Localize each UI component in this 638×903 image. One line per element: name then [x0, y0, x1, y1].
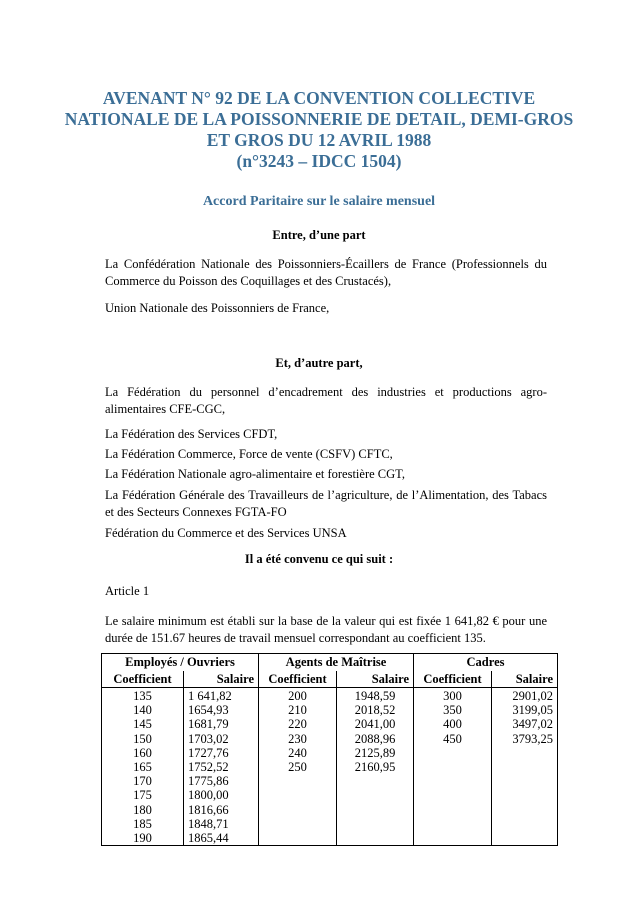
col-coefficient: Coefficient	[414, 671, 492, 688]
maitrise-coef-cell	[259, 688, 337, 846]
table-value: 1848,71	[188, 816, 229, 831]
salary-table	[101, 653, 558, 846]
table-value: 165	[133, 759, 152, 774]
article-text: Le salaire minimum est établi sur la base de la valeur qui est fixée 1 641,82 € pour une durée de 151.67 heures de travail mensuel correspondant au coefficient 135.	[105, 614, 547, 645]
table-value: 1816,66	[188, 802, 229, 817]
table-value: 200	[288, 689, 307, 703]
table-value: 175	[133, 788, 152, 803]
table-value: 2160,95	[354, 759, 396, 774]
table-value: 2088,96	[354, 731, 396, 746]
table-value: 1654,93	[188, 703, 229, 718]
group-cadres: Cadres	[414, 654, 558, 672]
table-value: 3793,25	[512, 731, 554, 746]
agreed-heading: Il a été convenu ce qui suit :	[244, 552, 394, 566]
maitrise-salaire-cell	[337, 688, 414, 846]
other-part-heading: Et, d’autre part,	[275, 356, 363, 370]
table-value: 210	[288, 703, 307, 718]
table-value: 1681,79	[188, 717, 229, 732]
table-value: 230	[288, 731, 307, 746]
table-value: 140	[133, 703, 152, 718]
table-value: 135	[133, 689, 152, 703]
title-reference: (n°3243 – IDCC 1504)	[236, 151, 402, 171]
table-value: 220	[288, 717, 307, 732]
subtitle: Accord Paritaire sur le salaire mensuel	[202, 194, 436, 209]
table-value: 1 641,82	[188, 689, 232, 703]
table-value: 190	[133, 830, 152, 845]
union-cfe-cgc: La Fédération du personnel d’encadrement des industries et productions agro-alimentaires CFE-CGC,	[105, 385, 547, 416]
col-coefficient: Coefficient	[259, 671, 337, 688]
table-value: 1775,86	[188, 774, 229, 789]
party1-org1: La Confédération Nationale des Poissonniers-Écaillers de France (Professionnels du Commerce du Poisson des Coquillages et des Crustacés),	[105, 257, 547, 288]
table-value: 400	[443, 717, 462, 732]
employes-coef-cell	[102, 688, 184, 846]
table-value: 300	[443, 689, 462, 703]
table-value: 145	[133, 717, 152, 732]
cadres-coef-cell	[414, 688, 492, 846]
title-text: AVENANT N° 92 DE LA CONVENTION COLLECTIVE NATIONALE DE LA POISSONNERIE DE DETAIL, DEMI-GROS ET GROS DU 12 AVRIL 1988	[64, 88, 574, 150]
group-employes: Employés / Ouvriers	[102, 654, 259, 672]
table-value: 1752,52	[188, 759, 229, 774]
union-cfdt: La Fédération des Services CFDT,	[105, 427, 278, 441]
table-value: 2125,89	[354, 745, 396, 760]
col-salaire: Salaire	[492, 671, 558, 688]
cadres-salaire-cell	[492, 688, 558, 846]
table-value: 1800,00	[188, 788, 229, 803]
document-title	[60, 88, 578, 172]
table-value: 2041,00	[354, 717, 396, 732]
col-salaire: Salaire	[184, 671, 259, 688]
table-value: 185	[133, 816, 152, 831]
group-maitrise: Agents de Maîtrise	[259, 654, 414, 672]
union-fgta-fo: La Fédération Générale des Travailleurs de l’agriculture, de l’Alimentation, des Tabacs et des Secteurs Connexes FGTA-FO	[105, 488, 547, 519]
table-value: 1865,44	[188, 830, 229, 845]
between-heading: Entre, d’une part	[272, 228, 366, 242]
table-value: 170	[133, 774, 152, 789]
table-value: 450	[443, 731, 462, 746]
union-cgt: La Fédération Nationale agro-alimentaire et forestière CGT,	[105, 467, 405, 481]
col-salaire: Salaire	[337, 671, 414, 688]
table-value: 2901,02	[512, 689, 554, 703]
article-heading: Article 1	[105, 584, 150, 598]
table-value: 150	[133, 731, 152, 746]
table-value: 1727,76	[188, 745, 229, 760]
table-value: 1948,59	[354, 689, 396, 703]
employes-salaire-cell	[184, 688, 259, 846]
table-value: 3497,02	[512, 717, 554, 732]
table-value: 250	[288, 759, 307, 774]
col-coefficient: Coefficient	[102, 671, 184, 688]
table-value: 240	[288, 745, 307, 760]
union-cftc: La Fédération Commerce, Force de vente (CSFV) CFTC,	[105, 447, 393, 461]
table-value: 3199,05	[512, 703, 554, 718]
party1-org2: Union Nationale des Poissonniers de France,	[105, 301, 330, 315]
table-value: 2018,52	[354, 703, 396, 718]
table-value: 180	[133, 802, 152, 817]
table-value: 1703,02	[188, 731, 229, 746]
table-value: 160	[133, 745, 152, 760]
table-value: 350	[443, 703, 462, 718]
union-unsa: Fédération du Commerce et des Services UNSA	[105, 526, 347, 540]
